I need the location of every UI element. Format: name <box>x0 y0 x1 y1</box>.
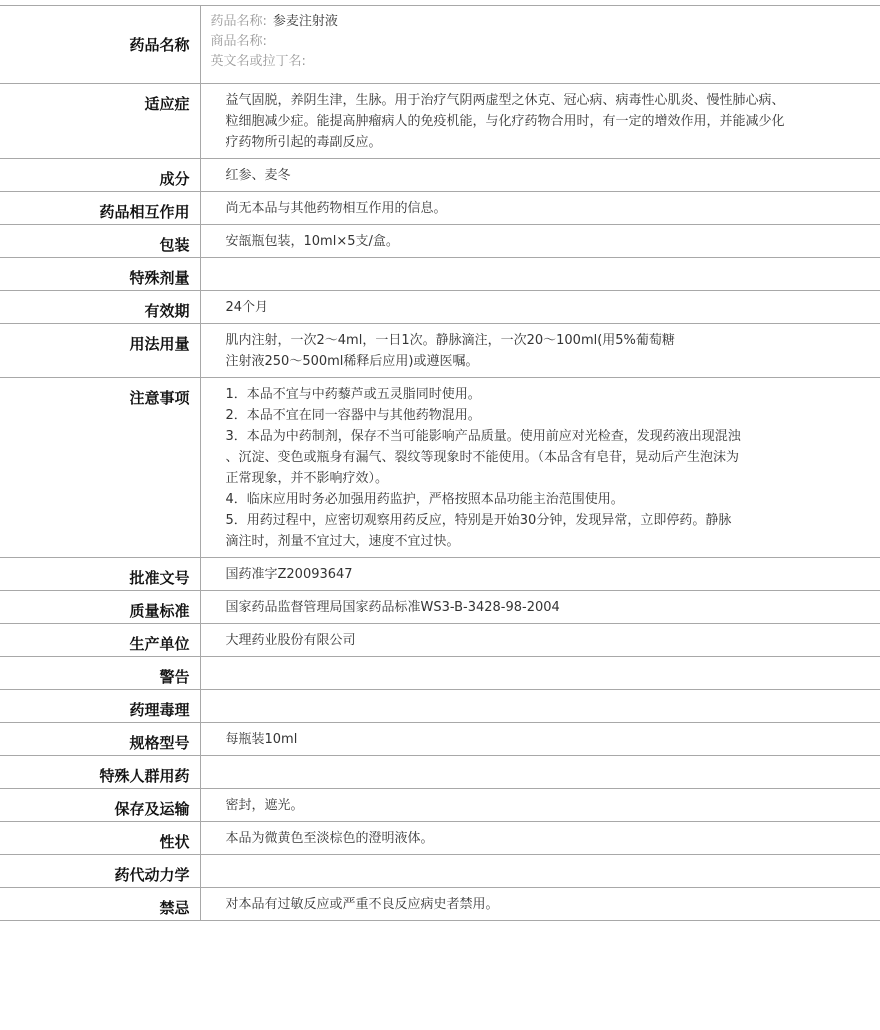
row-value-pharmacokinetics <box>200 855 880 888</box>
row-value-specification: 每瓶装10ml <box>225 732 298 747</box>
drug-name-line <box>211 12 871 32</box>
row-label-pharmacology: 药理毒理 <box>0 690 200 723</box>
row-manufacturer <box>0 624 880 657</box>
english-name-key: 英文名或拉丁名: <box>210 54 306 69</box>
row-packaging <box>0 225 880 258</box>
precaution-line: 2．本品不宜在同一容器中与其他药物混用。 <box>225 408 481 423</box>
drug-info-table <box>0 5 880 921</box>
row-label-warning: 警告 <box>0 657 200 690</box>
row-precautions <box>0 378 880 558</box>
drug-name-value: 参麦注射液 <box>272 14 338 29</box>
english-name-line <box>211 52 871 72</box>
row-label-usage: 用法用量 <box>0 324 200 378</box>
row-value-precautions <box>200 378 880 558</box>
row-label-validity: 有效期 <box>0 291 200 324</box>
row-label-precautions: 注意事项 <box>0 378 200 558</box>
row-indication <box>0 84 880 159</box>
row-usage <box>0 324 880 378</box>
row-special-population <box>0 756 880 789</box>
precaution-line: 1．本品不宜与中药藜芦或五灵脂同时使用。 <box>225 387 481 402</box>
row-label-quality-standard: 质量标准 <box>0 591 200 624</box>
row-label-storage: 保存及运输 <box>0 789 200 822</box>
row-value-approval: 国药准字Z20093647 <box>225 567 353 582</box>
row-value-pharmacology <box>200 690 880 723</box>
row-value-validity: 24个月 <box>225 300 269 315</box>
row-value-indication: 益气固脱，养阴生津，生脉。用于治疗气阴两虚型之休克、冠心病、病毒性心肌炎、慢性肺心病、粒细胞减少症。能提高肿瘤病人的免疫机能，与化疗药物合用时，有一定的增效作用，并能减少化疗药物所引起的毒副反应。 <box>225 93 785 150</box>
row-value-storage: 密封，遮光。 <box>225 798 304 813</box>
row-label-drug-name: 药品名称 <box>0 6 200 84</box>
row-label-indication: 适应症 <box>0 84 200 159</box>
row-specification <box>0 723 880 756</box>
row-label-interactions: 药品相互作用 <box>0 192 200 225</box>
row-value-packaging: 安瓿瓶包装，10ml×5支/盒。 <box>225 234 399 249</box>
row-label-specification: 规格型号 <box>0 723 200 756</box>
row-approval <box>0 558 880 591</box>
row-label-special-population: 特殊人群用药 <box>0 756 200 789</box>
row-label-special-dosage: 特殊剂量 <box>0 258 200 291</box>
precaution-line: 5．用药过程中，应密切观察用药反应，特别是开始30分钟，发现异常，立即停药。静脉 <box>225 513 732 528</box>
row-label-description: 性状 <box>0 822 200 855</box>
row-storage <box>0 789 880 822</box>
row-value-description: 本品为微黄色至淡棕色的澄明液体。 <box>225 831 434 846</box>
row-value-special-dosage <box>200 258 880 291</box>
row-pharmacokinetics <box>0 855 880 888</box>
row-quality-standard <box>0 591 880 624</box>
usage-line: 注射液250～500ml稀释后应用)或遵医嘱。 <box>225 354 479 369</box>
row-drug-name <box>0 6 880 84</box>
precaution-line: 滴注时，剂量不宜过大，速度不宜过快。 <box>225 534 460 549</box>
row-interactions <box>0 192 880 225</box>
row-label-packaging: 包装 <box>0 225 200 258</box>
row-warning <box>0 657 880 690</box>
row-special-dosage <box>0 258 880 291</box>
precaution-line: 正常现象，并不影响疗效）。 <box>225 471 389 486</box>
row-value-warning <box>200 657 880 690</box>
row-label-approval: 批准文号 <box>0 558 200 591</box>
row-value-contraindications: 对本品有过敏反应或严重不良反应病史者禁用。 <box>225 897 499 912</box>
precaution-line: 3．本品为中药制剂，保存不当可能影响产品质量。使用前应对光检查，发现药液出现混浊 <box>225 429 741 444</box>
drug-name-key: 药品名称: <box>210 14 267 29</box>
drug-name-block <box>200 6 880 84</box>
row-value-special-population <box>200 756 880 789</box>
row-value-interactions: 尚无本品与其他药物相互作用的信息。 <box>225 201 447 216</box>
row-value-quality-standard: 国家药品监督管理局国家药品标准WS3-B-3428-98-2004 <box>225 600 560 615</box>
row-value-ingredients: 红参、麦冬 <box>225 168 291 183</box>
row-ingredients <box>0 159 880 192</box>
row-pharmacology <box>0 690 880 723</box>
row-label-contraindications: 禁忌 <box>0 888 200 921</box>
row-contraindications <box>0 888 880 921</box>
row-label-ingredients: 成分 <box>0 159 200 192</box>
row-validity <box>0 291 880 324</box>
row-label-pharmacokinetics: 药代动力学 <box>0 855 200 888</box>
row-value-manufacturer: 大理药业股份有限公司 <box>225 633 356 648</box>
row-label-manufacturer: 生产单位 <box>0 624 200 657</box>
row-value-usage <box>200 324 880 378</box>
usage-line: 肌内注射，一次2～4ml，一日1次。静脉滴注，一次20～100ml(用5%葡萄糖 <box>225 333 675 348</box>
row-description <box>0 822 880 855</box>
trade-name-line <box>211 32 871 52</box>
precaution-line: 、沉淀、变色或瓶身有漏气、裂纹等现象时不能使用。（本品含有皂苷，晃动后产生泡沫为 <box>225 450 740 465</box>
trade-name-key: 商品名称: <box>210 34 267 49</box>
precaution-line: 4．临床应用时务必加强用药监护，严格按照本品功能主治范围使用。 <box>225 492 624 507</box>
